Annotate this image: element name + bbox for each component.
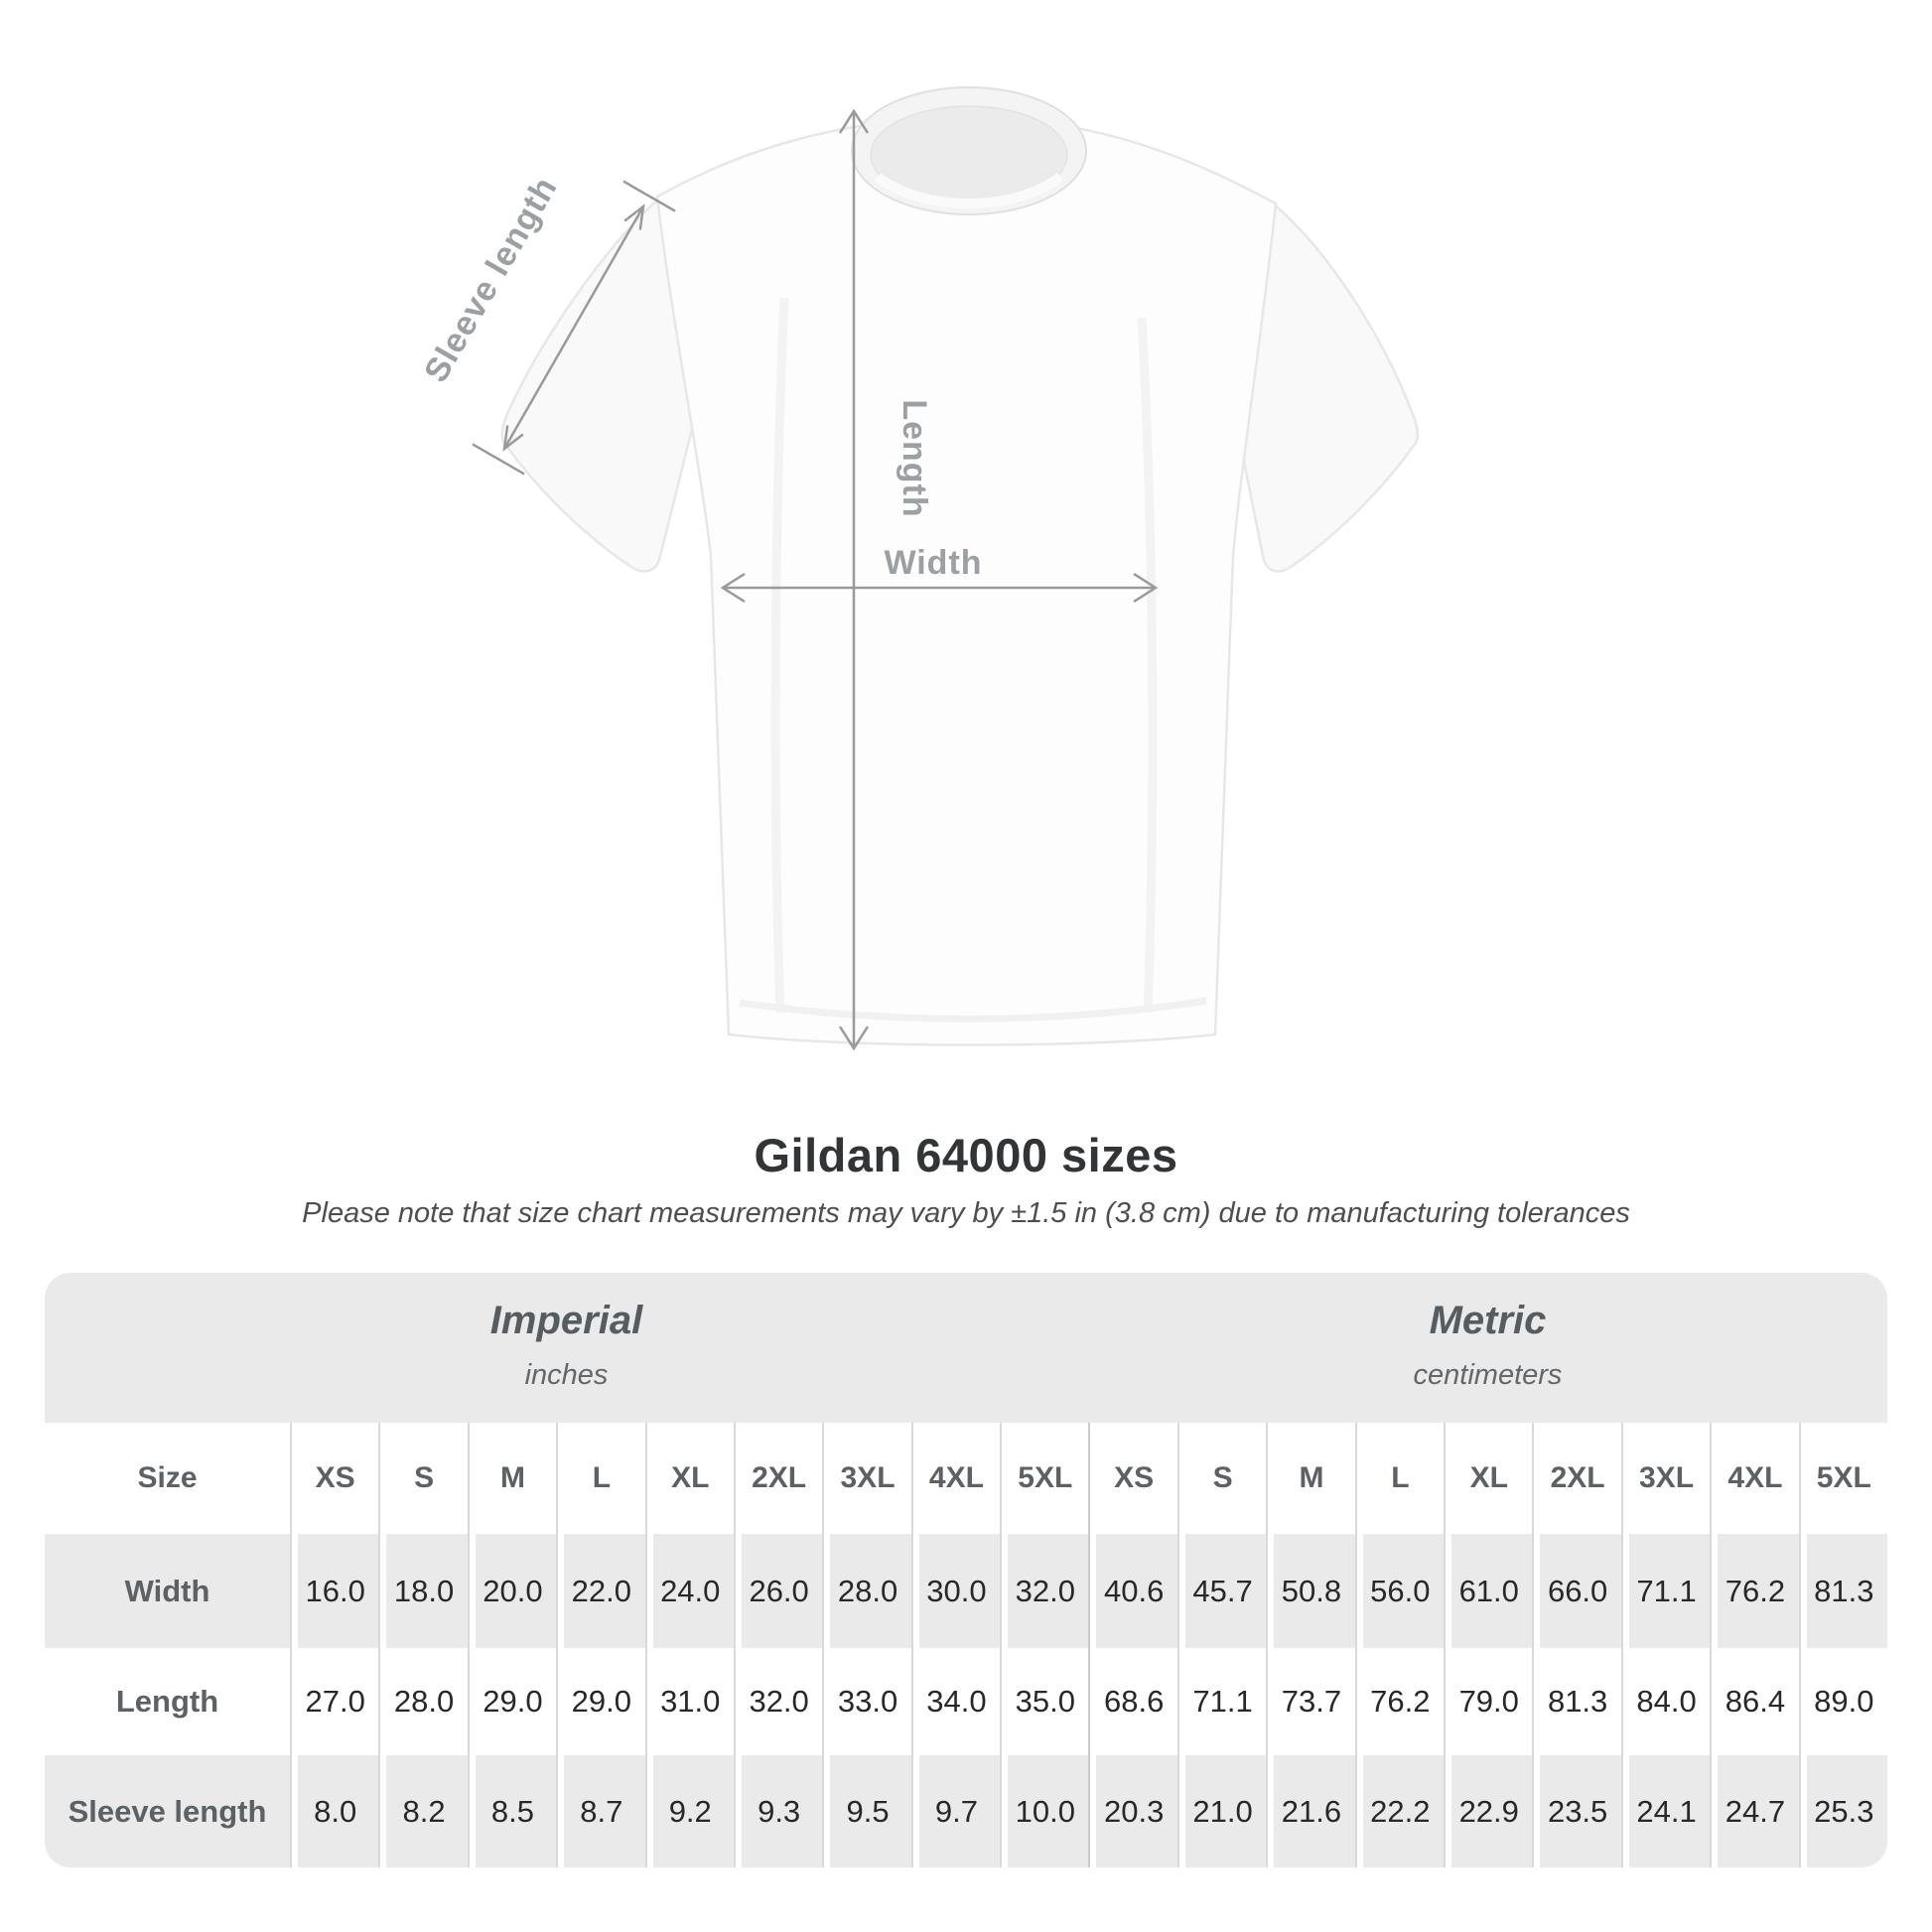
metric-value-cell: 89.0: [1799, 1648, 1887, 1755]
size-header-cell: L: [1355, 1423, 1444, 1534]
metric-value-cell: 68.6: [1088, 1648, 1176, 1755]
size-header-cell: 4XL: [1710, 1423, 1798, 1534]
imperial-value-cell: 9.5: [822, 1755, 910, 1867]
imperial-value-cell: 8.7: [556, 1755, 644, 1867]
metric-value-cell: 86.4: [1710, 1648, 1798, 1755]
size-header-cell: 3XL: [1621, 1423, 1710, 1534]
metric-group-unit: centimeters: [1413, 1359, 1563, 1391]
metric-group-name: Metric: [1429, 1299, 1547, 1342]
imperial-value-cell: 16.0: [290, 1534, 378, 1648]
size-table: [45, 1273, 1887, 1867]
metric-value-cell: 71.1: [1177, 1648, 1266, 1755]
metric-value-cell: 84.0: [1621, 1648, 1710, 1755]
imperial-value-cell: 18.0: [378, 1534, 467, 1648]
metric-value-cell: 66.0: [1532, 1534, 1620, 1648]
row-label: Width: [45, 1534, 290, 1648]
imperial-value-cell: 29.0: [556, 1648, 644, 1755]
size-header-cell: S: [378, 1423, 467, 1534]
imperial-value-cell: 9.7: [911, 1755, 1000, 1867]
imperial-group-name: Imperial: [489, 1299, 643, 1342]
imperial-group-header: [45, 1299, 1088, 1392]
imperial-value-cell: 9.2: [645, 1755, 734, 1867]
size-header-cell: 3XL: [822, 1423, 910, 1534]
length-label: Length: [896, 399, 933, 518]
size-header-cell: 4XL: [911, 1423, 1000, 1534]
size-header-cell: 5XL: [1799, 1423, 1887, 1534]
metric-group-header: [1088, 1299, 1887, 1392]
size-header-cell: M: [468, 1423, 556, 1534]
metric-value-cell: 81.3: [1532, 1648, 1620, 1755]
imperial-value-cell: 29.0: [468, 1648, 556, 1755]
imperial-value-cell: 31.0: [645, 1648, 734, 1755]
metric-value-cell: 73.7: [1266, 1648, 1354, 1755]
imperial-value-cell: 34.0: [911, 1648, 1000, 1755]
page-title: Gildan 64000 sizes: [754, 1129, 1178, 1181]
size-header-cell: XS: [1088, 1423, 1176, 1534]
imperial-value-cell: 22.0: [556, 1534, 644, 1648]
metric-value-cell: 76.2: [1355, 1648, 1444, 1755]
tolerance-note: Please note that size chart measurements may vary by ±1.5 in (3.8 cm) due to manufacturing tolerances: [302, 1197, 1630, 1229]
imperial-value-cell: 8.5: [468, 1755, 556, 1867]
metric-value-cell: 61.0: [1444, 1534, 1532, 1648]
size-header-cell: 2XL: [734, 1423, 822, 1534]
metric-value-cell: 71.1: [1621, 1534, 1710, 1648]
imperial-value-cell: 10.0: [1000, 1755, 1088, 1867]
imperial-value-cell: 28.0: [822, 1534, 910, 1648]
row-label: Sleeve length: [45, 1755, 290, 1867]
size-header-cell: M: [1266, 1423, 1354, 1534]
size-header-cell: 5XL: [1000, 1423, 1088, 1534]
metric-value-cell: 20.3: [1088, 1755, 1176, 1867]
imperial-value-cell: 26.0: [734, 1534, 822, 1648]
imperial-value-cell: 8.0: [290, 1755, 378, 1867]
imperial-value-cell: 9.3: [734, 1755, 822, 1867]
imperial-value-cell: 33.0: [822, 1648, 910, 1755]
width-label: Width: [884, 544, 983, 582]
metric-value-cell: 21.6: [1266, 1755, 1354, 1867]
sleeve-length-label: Sleeve length: [416, 170, 565, 389]
size-header-cell: 2XL: [1532, 1423, 1620, 1534]
size-header-cell: L: [556, 1423, 644, 1534]
imperial-value-cell: 32.0: [734, 1648, 822, 1755]
metric-value-cell: 25.3: [1799, 1755, 1887, 1867]
imperial-value-cell: 35.0: [1000, 1648, 1088, 1755]
imperial-value-cell: 24.0: [645, 1534, 734, 1648]
size-header-cell: XL: [1444, 1423, 1532, 1534]
unit-header-band: [45, 1273, 1887, 1423]
size-header-label: Size: [45, 1423, 290, 1534]
metric-value-cell: 24.1: [1621, 1755, 1710, 1867]
metric-value-cell: 22.9: [1444, 1755, 1532, 1867]
metric-value-cell: 56.0: [1355, 1534, 1444, 1648]
metric-value-cell: 45.7: [1177, 1534, 1266, 1648]
imperial-value-cell: 32.0: [1000, 1534, 1088, 1648]
imperial-value-cell: 20.0: [468, 1534, 556, 1648]
imperial-value-cell: 28.0: [378, 1648, 467, 1755]
imperial-group-unit: inches: [524, 1359, 609, 1391]
metric-value-cell: 21.0: [1177, 1755, 1266, 1867]
metric-value-cell: 24.7: [1710, 1755, 1798, 1867]
metric-value-cell: 76.2: [1710, 1534, 1798, 1648]
size-header-cell: XL: [645, 1423, 734, 1534]
imperial-value-cell: 27.0: [290, 1648, 378, 1755]
size-header-cell: XS: [290, 1423, 378, 1534]
metric-value-cell: 81.3: [1799, 1534, 1887, 1648]
metric-value-cell: 40.6: [1088, 1534, 1176, 1648]
size-header-cell: S: [1177, 1423, 1266, 1534]
imperial-value-cell: 8.2: [378, 1755, 467, 1867]
size-table-grid: [45, 1423, 1887, 1867]
imperial-value-cell: 30.0: [911, 1534, 1000, 1648]
metric-value-cell: 23.5: [1532, 1755, 1620, 1867]
metric-value-cell: 22.2: [1355, 1755, 1444, 1867]
metric-value-cell: 50.8: [1266, 1534, 1354, 1648]
metric-value-cell: 79.0: [1444, 1648, 1532, 1755]
row-label: Length: [45, 1648, 290, 1755]
